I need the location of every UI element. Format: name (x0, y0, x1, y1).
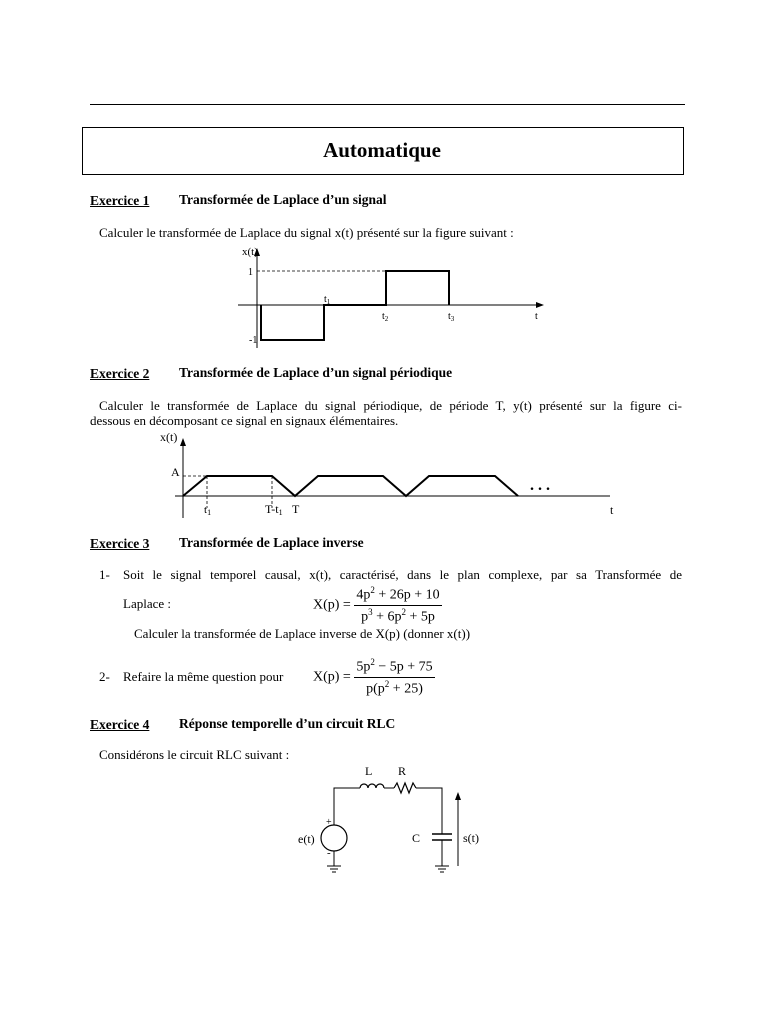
exercise-2-text-line-1: Calculer le transformée de Laplace du signal périodique, de période T, y(t) présenté sur la figure ci- (99, 398, 682, 413)
exercise-number: Exercice 4 (90, 717, 150, 732)
resistor-label: R (398, 764, 407, 778)
y-axis-label: x(t) (160, 430, 178, 444)
exercise-1-heading (90, 192, 149, 210)
header-rule (90, 104, 685, 105)
page-title: Automatique (323, 138, 441, 162)
question-1-line-1: Soit le signal temporel causal, x(t), caractérisé, dans le plan complexe, par sa Transformée de (123, 567, 682, 582)
exercise-2-figure (155, 428, 625, 520)
exercise-3-heading (90, 535, 149, 553)
x-axis-label: t (610, 503, 614, 517)
y-axis-arrow (180, 438, 186, 446)
continuation-ellipsis: . . . (530, 477, 550, 494)
voltage-source (321, 825, 347, 851)
output-label: s(t) (463, 831, 479, 845)
exercise-title: Transformée de Laplace d’un signal (179, 192, 387, 207)
tick-t-minus-t1: T-t1 (265, 502, 283, 517)
periodic-signal-trace (183, 476, 518, 496)
equation-2-fraction: $\frac{5p^2 - 5p + 75}{p(p^2 + 25)}$ (356, 657, 433, 697)
equation-1 (313, 585, 442, 625)
plus-sign: + (326, 817, 332, 828)
exercise-title: Réponse temporelle d’un circuit RLC (179, 716, 396, 731)
x-axis-arrow (536, 302, 544, 308)
exercise-4-heading (90, 716, 149, 734)
exercise-1-figure (230, 240, 550, 352)
tick-t3: $t_3$ (448, 311, 455, 323)
exercise-4-text: Considérons le circuit RLC suivant : (99, 747, 290, 762)
resistor-symbol (394, 783, 416, 793)
equation-2-lhs: X(p) = (313, 669, 351, 685)
source-label: e(t) (298, 832, 315, 846)
inductor-label: L (365, 764, 373, 778)
exercise-number: Exercice 2 (90, 366, 150, 381)
output-arrow-head (455, 792, 461, 800)
equation-1-fraction: $\frac{4p^2 + 26p + 10}{p^3 + 6p^2 + 5p}$ (356, 585, 440, 625)
tick-t1: $t_1$ (324, 294, 331, 306)
question-2-text: Refaire la même question pour (123, 669, 284, 684)
exercise-number: Exercice 3 (90, 536, 150, 551)
exercise-2-heading (90, 365, 149, 383)
tick-minus-one: -1 (249, 335, 258, 346)
exercise-title: Transformée de Laplace inverse (179, 535, 364, 550)
capacitor-label: C (412, 831, 421, 845)
left-wire (334, 788, 360, 825)
tick-t2: $t_2$ (382, 311, 389, 323)
exercise-2-text-line-2: dessous en décomposant ce signal en signaux élémentaires. (90, 413, 399, 428)
amplitude-label: A (171, 465, 180, 479)
right-wire (416, 788, 442, 834)
x-axis-label: t (535, 311, 538, 322)
inductor-symbol (360, 784, 384, 788)
y-axis-label: x(t) (242, 246, 258, 258)
equation-1-lhs: X(p) = (313, 597, 351, 613)
tick-t1: t1 (204, 504, 212, 517)
tick-one: 1 (248, 267, 253, 278)
question-2-number: 2- (99, 669, 110, 684)
tick-period: T (292, 502, 300, 516)
question-1-number: 1- (99, 567, 110, 582)
exercise-number: Exercice 1 (90, 193, 150, 208)
question-1-line-2: Laplace : (123, 596, 171, 611)
rlc-circuit-figure (290, 758, 490, 883)
equation-2 (313, 657, 435, 697)
exercise-title: Transformée de Laplace d’un signal périodique (179, 365, 453, 380)
question-1-instruction: Calculer la transformée de Laplace inverse de X(p) (donner x(t)) (134, 626, 471, 641)
minus-sign: - (327, 847, 331, 859)
exercise-1-text: Calculer le transformée de Laplace du signal x(t) présenté sur la figure suivant : (99, 225, 514, 240)
